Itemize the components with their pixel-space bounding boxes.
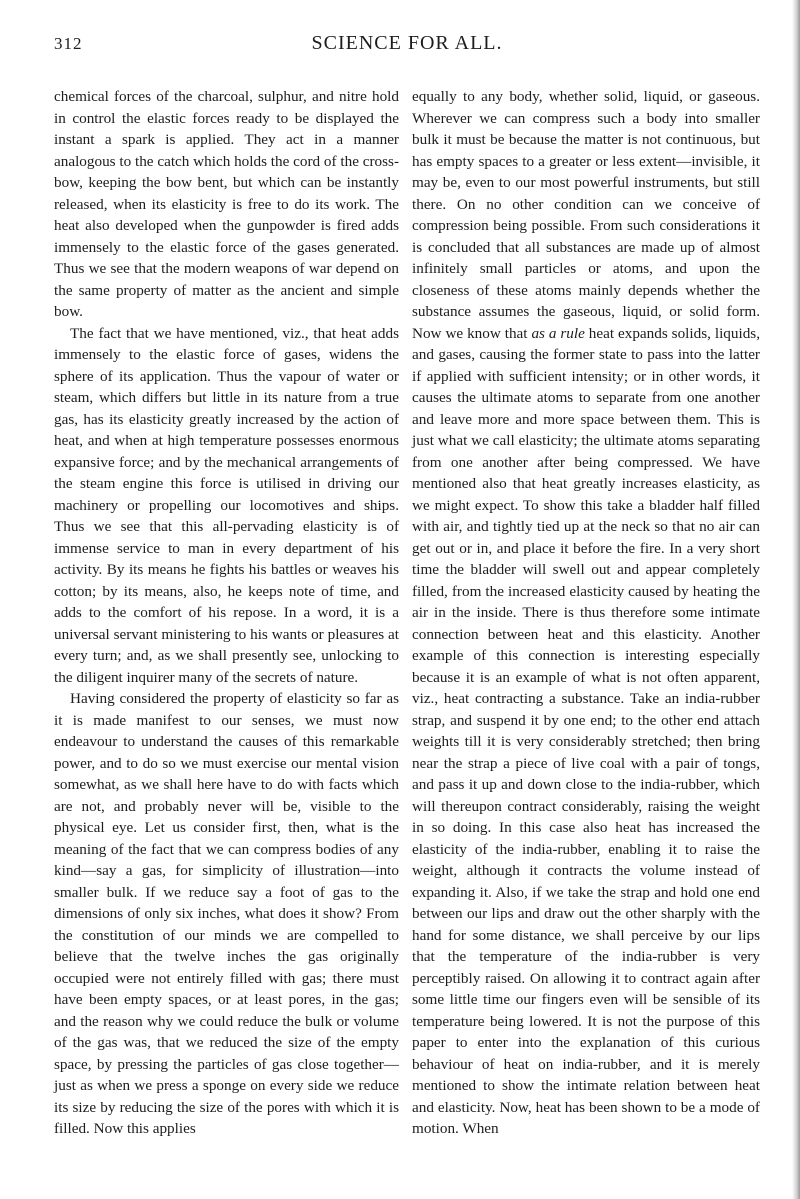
paragraph: chemical forces of the charcoal, sulphur, and nitre hold in control the elastic forces ready to be displayed the instant a spark is applied. They act in a manner analogous to the catch which holds the cord of the cross-bow, keeping the bow bent, but which can be instantly released, when its elasticity is free to do its work. The heat also developed when the gunpowder is fired adds immensely to the elastic force of the gases generated. Thus we see that the modern weapons of war depend on the same property of matter as the ancient and simple bow. [54, 88, 399, 320]
page-header [54, 30, 760, 60]
text-run: equally to any body, whether solid, liquid, or gaseous. Wherever we can compress such a body into smaller bulk it must be because the matter is not continuous, but has empty spaces to a greater or less extent—invisible, it may be, even to our most powerful instruments, but still there. On no other condition can we conceive of compression being possible. From such considerations it is concluded that all substances are made up of almost infinitely small particles or atoms, and upon the closeness of these atoms mainly depends whether the substance assumes the gaseous, liquid, or solid form. Now we know that [412, 88, 760, 342]
text-run: heat expands solids, liquids, and gases, causing the former state to pass into the latter if applied with sufficient intensity; or in other words, it causes the ultimate atoms to separate from one another and leave more and more space between them. This is just what we call elasticity; the ultimate atoms separating from one another after being compressed. We have mentioned also that heat greatly increases elasticity, as we might expect. To show this take a bladder half filled with air, and tightly tied up at the neck so that no air can get out or in, and place it before the fire. In a very short time the bladder will swell out and appear completely filled, from the increased elasticity caused by heating the air in the inside. There is thus therefore some intimate connection between heat and this elasticity. Another example of this connection is interesting especially because it is an example of what is not often apparent, viz., heat contracting a substance. Take an india-rubber strap, and suspend it by one end; to the other end attach weights till it is very considerably stretched; then bring near the strap a piece of live coal with a pair of tongs, and pass it up and down close to the india-rubber, which will thereupon contract considerably, raising the weight in so doing. In this case also heat has increased the elasticity of the india-rubber, enabling it to raise the weight, although it contracts the volume instead of expanding it. Also, if we take the strap and hold one end between our lips and draw out the other sharply with the hand for some distance, we shall perceive by our lips that the temperature of the india-rubber is very perceptibly raised. On allowing it to contract again after some little time our fingers even will be sensible of its temperature being lowered. It is not the purpose of this paper to enter into the explanation of this curious behaviour of heat on india-rubber, and it is merely mentioned to show the intimate relation between heat and elasticity. Now, heat has been shown to be a mode of motion. When [412, 324, 760, 1137]
page-edge-shadow [792, 0, 800, 1199]
paragraph [412, 86, 760, 1140]
running-title: SCIENCE FOR ALL. [311, 32, 503, 54]
paragraph: Having considered the property of elasticity so far as it is made manifest to our senses, we must now endeavour to understand the causes of this remarkable power, and to do so we must exercise our mental vision somewhat, as we shall here have to do with facts which are not, and probably never will be, visible to the physical eye. Let us consider first, then, what is the meaning of the fact that we can compress bodies of any kind—say a gas, for simplicity of illustration—into smaller bulk. If we reduce say a foot of gas to the dimensions of only six inches, what does it show? From the constitution of our minds we are compelled to believe that the twelve inches the gas originally occupied were not entirely filled with gas; there must have been empty spaces, or at least pores, in the gas; and the reason why we could reduce the bulk or volume of the gas was, that we reduced the size of the empty space, by pressing the particles of gas close together—just as when we press a sponge on every side we reduce its size by reducing the size of the pores with which it is filled. Now this applies [54, 690, 399, 1137]
left-column [54, 86, 399, 1140]
italic-phrase: as a rule [531, 324, 585, 342]
paragraph: The fact that we have mentioned, viz., that heat adds immensely to the elastic force of gases, widens the sphere of its application. Thus the vapour of water or steam, which differs but little in its nature from a true gas, has its elasticity greatly increased by the action of heat, and when at high temperature possesses enormous expansive force; and by the mechanical arrangements of the steam engine this force is utilised in driving our machinery or propelling our locomotives and ships. Thus we see that this all-pervading elasticity is of immense service to man in every department of his activity. By its means he fights his battles or weaves his cotton; by its means, also, he keeps note of time, and adds to the comfort of his repose. In a word, it is a universal servant ministering to his wants or pleasures at every turn; and, as we shall presently see, unlocking to the diligent inquirer many of the secrets of nature. [54, 324, 399, 686]
page-number: 312 [54, 34, 83, 53]
right-column [412, 86, 760, 1140]
